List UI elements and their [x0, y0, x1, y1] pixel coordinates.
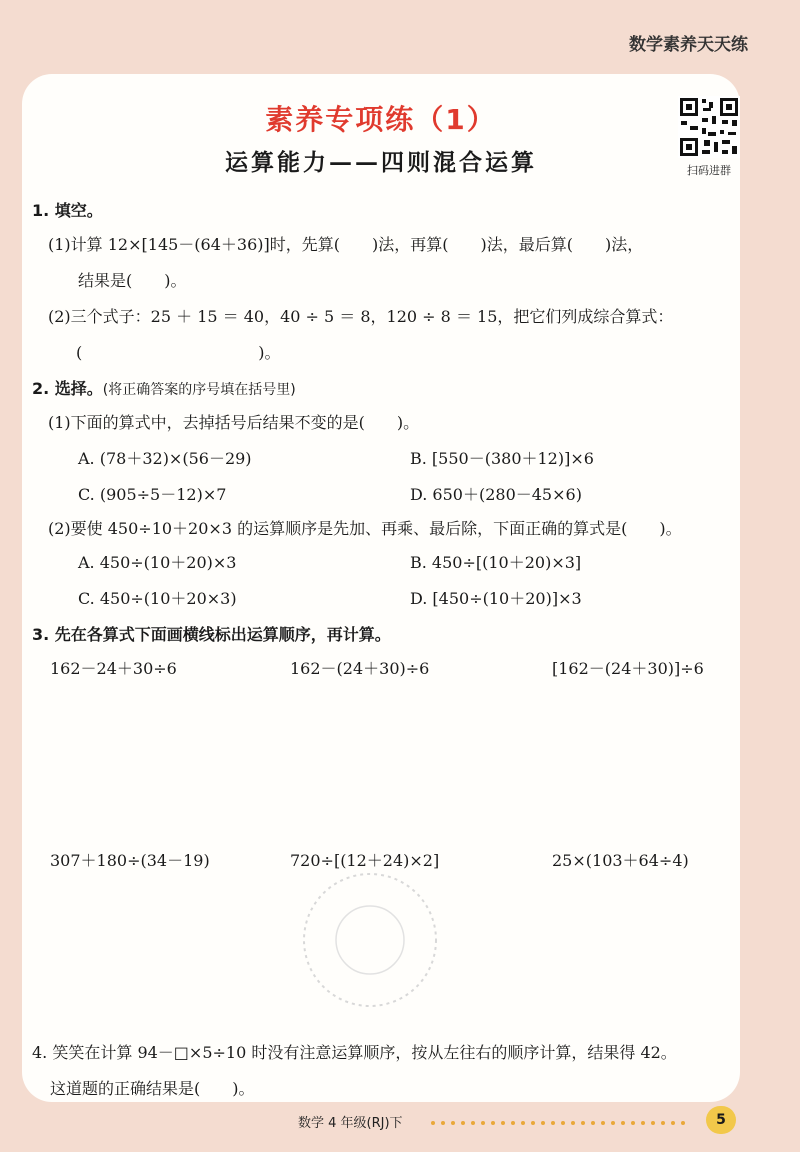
q2-heading-text: 2. 选择。	[32, 379, 103, 398]
page-subtitle: 运算能力——四则混合运算	[225, 149, 537, 176]
q1-part2-line2: ( )。	[76, 343, 281, 362]
page-number: 5	[706, 1106, 736, 1134]
qr-code-icon[interactable]	[678, 96, 740, 158]
q2-heading-note: (将正确答案的序号填在括号里)	[102, 382, 296, 398]
q1-part2-line1: (2)三个式子：25 ＋ 15 ＝ 40，40 ÷ 5 ＝ 8，120 ÷ 8 ＝ 15，把它们列成综合算式：	[48, 307, 674, 326]
q2-part2-option-a: A. 450÷(10＋20)×3	[78, 553, 237, 572]
series-title: 数学素养天天练	[629, 35, 748, 55]
watermark-stamp-icon	[290, 860, 450, 1020]
q4-line1: 4. 笑笑在计算 94－□×5÷10 时没有注意运算顺序，按从左往右的顺序计算，结果得 42。	[32, 1043, 677, 1062]
q2-heading	[32, 376, 296, 399]
q2-part2: (2)要使 450÷10＋20×3 的运算顺序是先加、再乘、最后除，下面正确的算式是( )。	[48, 519, 682, 538]
q1-heading: 1. 填空。	[32, 201, 103, 220]
q3-expression-6: 25×(103＋64÷4)	[552, 851, 689, 870]
q2-part1: (1)下面的算式中，去掉括号后结果不变的是( )。	[48, 413, 420, 432]
q2-part1-option-b: B. [550－(380＋12)]×6	[410, 449, 594, 468]
page-title: 素养专项练（1）	[265, 103, 497, 136]
q2-part1-option-d: D. 650＋(280－45×6)	[410, 485, 582, 504]
q4-line2: 这道题的正确结果是( )。	[50, 1079, 255, 1098]
q3-expression-3: [162－(24＋30)]÷6	[552, 659, 704, 678]
q3-expression-1: 162－24＋30÷6	[50, 659, 177, 678]
q1-part1-line1: (1)计算 12×[145－(64＋36)]时，先算( )法，再算( )法，最后算( )法，	[48, 235, 644, 254]
q2-part2-option-d: D. [450÷(10＋20)]×3	[410, 589, 582, 608]
q3-expression-4: 307＋180÷(34－19)	[50, 851, 210, 870]
qr-label: 扫码进群	[687, 164, 731, 177]
q2-part1-option-c: C. (905÷5－12)×7	[78, 485, 227, 504]
q2-part2-option-c: C. 450÷(10＋20×3)	[78, 589, 237, 608]
q2-part1-option-a: A. (78＋32)×(56－29)	[78, 449, 252, 468]
footer-text: 数学 4 年级(RJ)下	[298, 1116, 403, 1131]
q3-expression-2: 162－(24＋30)÷6	[290, 659, 430, 678]
q1-part1-line2: 结果是( )。	[78, 271, 187, 290]
footer-dots	[430, 1120, 690, 1126]
q3-heading: 3. 先在各算式下面画横线标出运算顺序，再计算。	[32, 625, 391, 644]
q3-expression-5: 720÷[(12＋24)×2]	[290, 851, 440, 870]
q2-part2-option-b: B. 450÷[(10＋20)×3]	[410, 553, 582, 572]
